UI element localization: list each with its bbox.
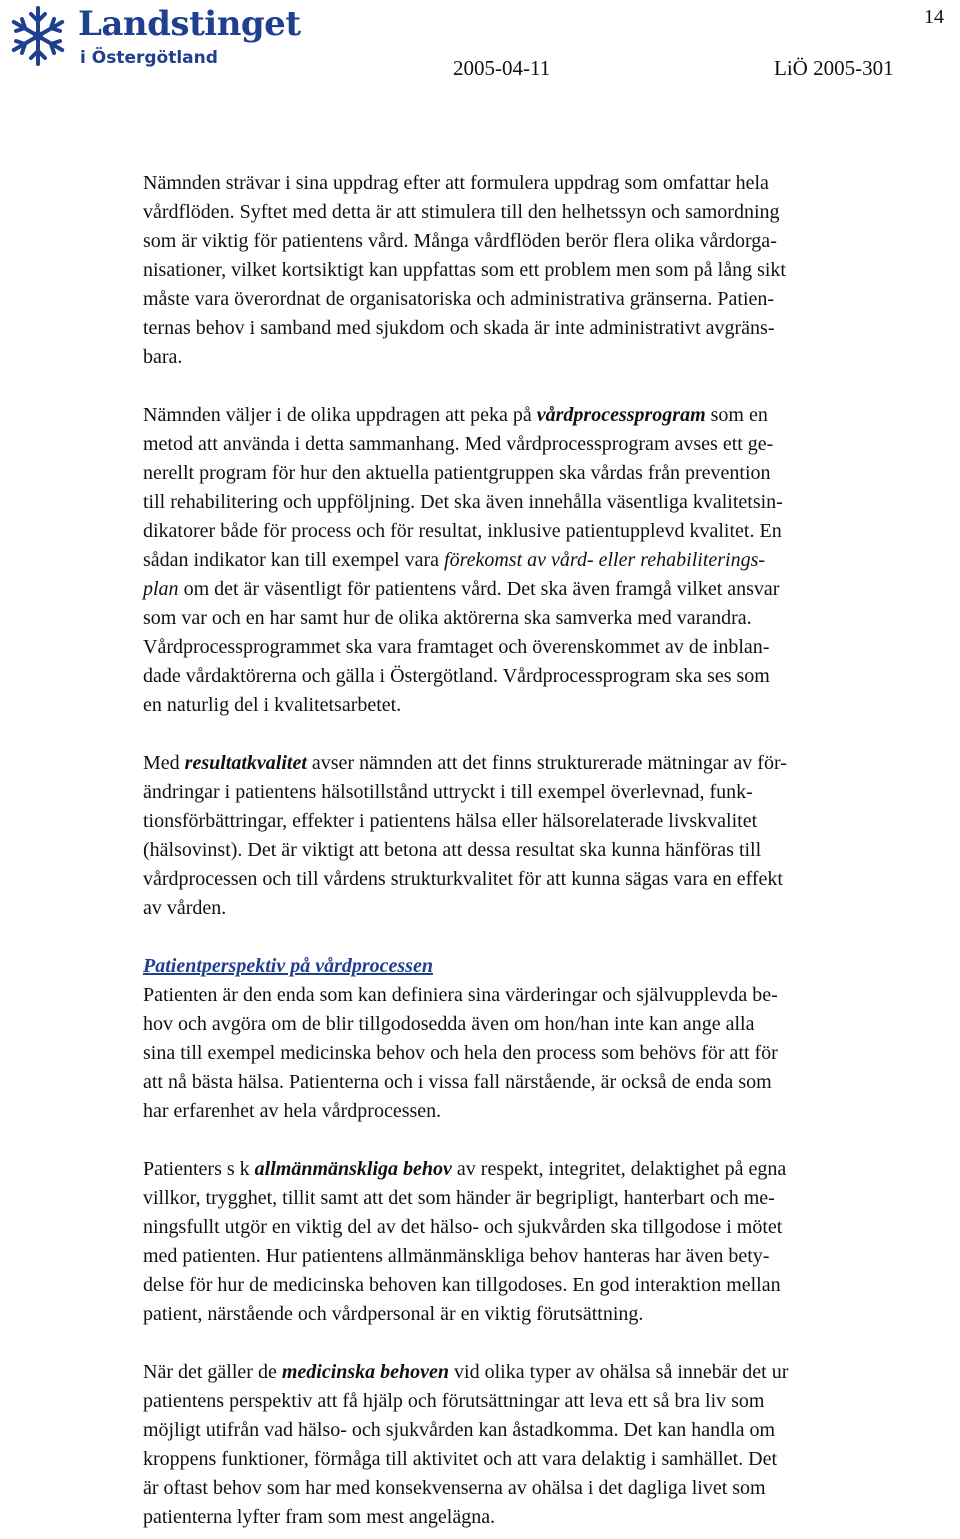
text-line: med patienten. Hur patientens allmänmänskliga behov hanteras har även bety-: [143, 1245, 770, 1267]
paragraph-1: [143, 169, 943, 372]
text-line: som är viktig för patientens vård. Många vårdflöden berör flera olika vårdorga-: [143, 230, 777, 252]
text-line: Patienten är den enda som kan definiera sina värderingar och självupplevda be-: [143, 984, 778, 1006]
text-line: nisationer, vilket kortsiktigt kan uppfattas som ett problem men som på lång sikt: [143, 259, 786, 281]
text-line: kroppens funktioner, förmåga till aktivitet och att vara delaktig i samhället. Det: [143, 1448, 778, 1470]
page-header: [0, 0, 960, 90]
emphasis-term: medicinska behoven: [281, 1361, 450, 1383]
document-reference: LiÖ 2005-301: [774, 56, 894, 80]
text-line: möjligt utifrån vad hälso- och sjukvården kan åstadkomma. Det kan handla om: [143, 1419, 776, 1441]
paragraph-4: [143, 981, 943, 1126]
text-line: tionsförbättringar, effekter i patientens hälsa eller hälsorelaterade livskvalitet: [143, 810, 758, 832]
text-line: ternas behov i samband med sjukdom och skada är inte administrativt avgräns-: [143, 317, 775, 339]
text-span: Patienters s k: [143, 1158, 255, 1180]
text-line: vårdprocessen och till vårdens strukturkvalitet för att kunna sägas vara en effekt: [143, 868, 783, 890]
emphasis-term: resultatkvalitet: [184, 752, 307, 774]
text-line: är oftast behov som har med konsekvenserna av ohälsa i det dagliga livet som: [143, 1477, 766, 1499]
text-span: Med: [143, 752, 185, 774]
logo-subtitle: i Östergötland: [80, 48, 218, 68]
text-line: dade vårdaktörerna och gälla i Östergötland. Vårdprocessprogram ska ses som: [143, 665, 770, 687]
page-number: 14: [924, 6, 944, 28]
text-line: metod att använda i detta sammanhang. Med vårdprocessprogram avses ett ge-: [143, 433, 774, 455]
text-line: hov och avgöra om de blir tillgodosedda även om hon/han inte kan ange alla: [143, 1013, 755, 1035]
text-line: har erfarenhet av hela vårdprocessen.: [143, 1100, 442, 1122]
emphasis-term: vårdprocessprogram: [536, 404, 706, 426]
text-line: som var och en har samt hur de olika aktörerna ska samverka med varandra.: [143, 607, 752, 629]
text-line: delse för hur de medicinska behoven kan tillgodoses. En god interaktion mellan: [143, 1274, 781, 1296]
text-line: sina till exempel medicinska behov och hela den process som behövs för att för: [143, 1042, 778, 1064]
snowflake-logo-icon: [6, 4, 70, 68]
logo-name: Landstinget: [78, 4, 301, 44]
text-span: avser nämnden att det finns strukturerade mätningar av för-: [306, 752, 787, 774]
text-span: När det gäller de: [143, 1361, 282, 1383]
text-line: bara.: [143, 346, 183, 368]
paragraph-6: [143, 1358, 943, 1532]
text-line: (hälsovinst). Det är viktigt att betona att dessa resultat ska kunna hänföras till: [143, 839, 762, 861]
text-line: dikatorer både för process och för resultat, inklusive patientupplevd kvalitet. En: [143, 520, 782, 542]
text-line: till rehabilitering och uppföljning. Det ska även innehålla väsentliga kvalitetsin-: [143, 491, 783, 513]
text-line: ningsfullt utgör en viktig del av det hälso- och sjukvården ska tillgodose i mötet: [143, 1216, 783, 1238]
text-line: nerellt program för hur den aktuella patientgruppen ska vårdas från prevention: [143, 462, 771, 484]
text-span: vid olika typer av ohälsa så innebär det ur: [449, 1361, 789, 1383]
section-heading: Patientperspektiv på vårdprocessen: [143, 955, 433, 977]
text-span: som en: [705, 404, 768, 426]
text-span: Nämnden väljer i de olika uppdragen att peka på: [143, 404, 537, 426]
text-span: av respekt, integritet, delaktighet på egna: [451, 1158, 787, 1180]
text-line: en naturlig del i kvalitetsarbetet.: [143, 694, 402, 716]
text-line: att nå bästa hälsa. Patienterna och i vissa fall närstående, är också de enda som: [143, 1071, 772, 1093]
text-line: patienterna lyfter fram som mest angelägna.: [143, 1506, 496, 1528]
document-date: 2005-04-11: [453, 56, 551, 80]
paragraph-5: [143, 1155, 943, 1329]
paragraph-2: [143, 401, 943, 720]
text-line: av vården.: [143, 897, 227, 919]
italic-term: förekomst av vård- eller rehabiliterings-: [444, 549, 766, 571]
italic-term: plan: [143, 578, 179, 600]
document-body: [143, 169, 943, 1532]
emphasis-term: allmänmänskliga behov: [254, 1158, 452, 1180]
text-line: vårdflöden. Syftet med detta är att stimulera till den helhetssyn och samordning: [143, 201, 780, 223]
text-line: måste vara överordnat de organisatoriska och administrativa gränserna. Patien-: [143, 288, 775, 310]
text-span: sådan indikator kan till exempel vara: [143, 549, 445, 571]
paragraph-3: [143, 749, 943, 923]
text-line: patientens perspektiv att få hjälp och förutsättningar att leva ett så bra liv som: [143, 1390, 765, 1412]
text-line: patient, närstående och vårdpersonal är en viktig förutsättning.: [143, 1303, 644, 1325]
text-line: villkor, trygghet, tillit samt att det som händer är begripligt, hanterbart och me-: [143, 1187, 775, 1209]
text-line: Nämnden strävar i sina uppdrag efter att formulera uppdrag som omfattar hela: [143, 172, 769, 194]
text-line: Vårdprocessprogrammet ska vara framtaget och överenskommet av de inblan-: [143, 636, 770, 658]
text-span: om det är väsentligt för patientens vård. Det ska även framgå vilket ansvar: [178, 578, 780, 600]
text-line: ändringar i patientens hälsotillstånd uttryckt i till exempel överlevnad, funk-: [143, 781, 753, 803]
